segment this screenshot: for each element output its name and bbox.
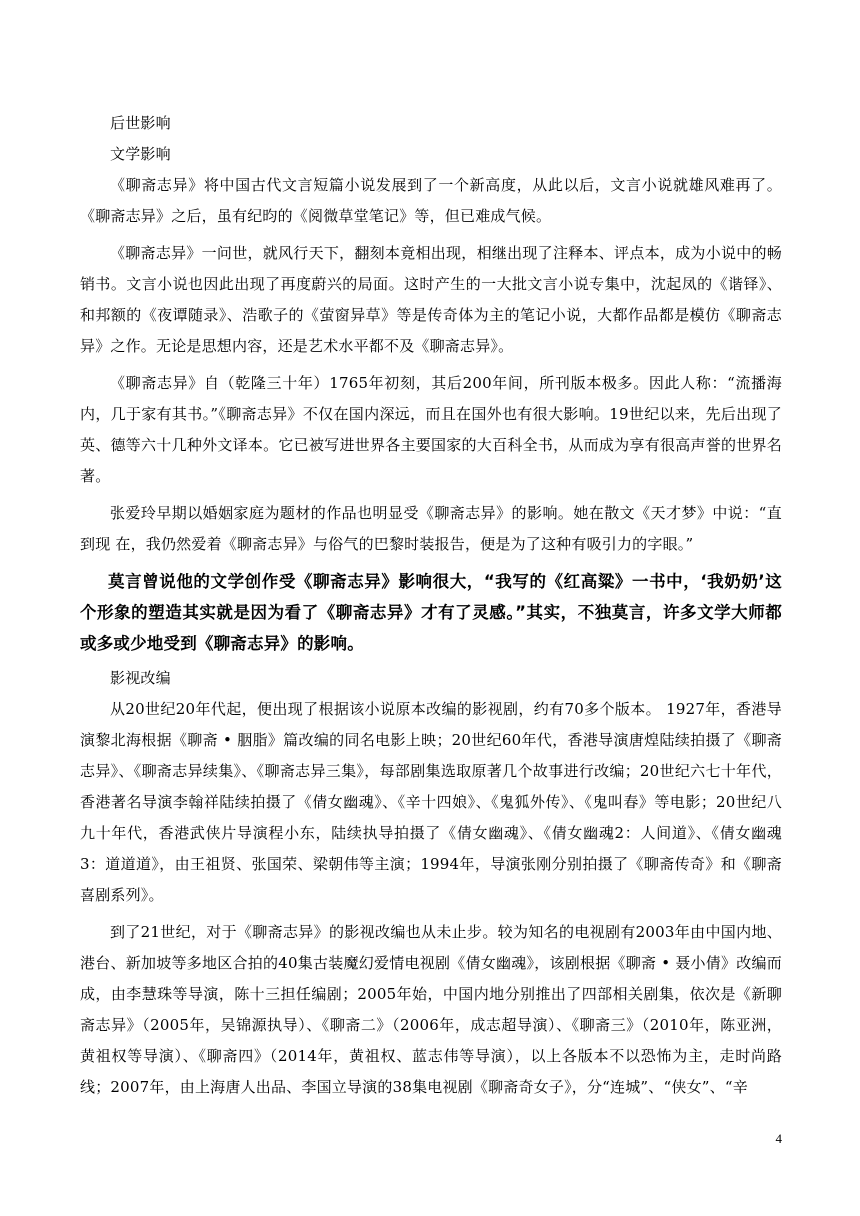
page-number: 4 — [775, 1131, 782, 1146]
paragraph: 从20世纪20年代起，便出现了根据该小说原本改编的影视剧，约有70多个版本。 1927年，香港导演黎北海根据《聊斋 • 胭脂》篇改编的同名电影上映；20世纪60年代，香港导演唐煌陆续拍摄了《聊斋志异》、《聊斋志异续集》、《聊斋志异三集》，每部剧集选取原著几个故事进行改编；20世纪六七十年代，香港著名导演李翰祥陆续拍摄了《倩女幽魂》、《辛十四娘》、《鬼狐外传》、《鬼叫春》等电影；20世纪八九十年代，香港武侠片导演程小东，陆续执导拍摄了《倩女幽魂》、《倩女幽魂2：人间道》、《倩女幽魂3：道道道》，由王祖贤、张国荣、梁朝伟等主演；1994年，导演张刚分别拍摄了《聊斋传奇》和《聊斋喜剧系列》。 — [80, 700, 782, 904]
bold-paragraph: 莫言曾说他的文学创作受《聊斋志异》影响很大，“我写的《红高粱》一书中，‘我奶奶’这个形象的塑造其实就是因为看了《聊斋志异》才有了灵感。”其实，不独莫言，许多文学大师都或多或少地受到《聊斋志异》的影响。 — [80, 572, 782, 653]
paragraph: 到了21世纪，对于《聊斋志异》的影视改编也从未止步。较为知名的电视剧有2003年由中国内地、港台、新加坡等多地区合拍的40集古装魔幻爱情电视剧《倩女幽魂》，该剧根据《聊斋 • 聂小倩》改编而成，由李慧珠等导演，陈十三担任编剧；2005年始，中国内地分别推出了四部相关剧集，依次是《新聊斋志异》（2005年，吴锦源执导）、《聊斋二》（2006年，成志超导演）、《聊斋三》（2010年，陈亚洲，黄祖权等导演）、《聊斋四》（2014年，黄祖权、蓝志伟等导演），以上各版本不以恐怖为主，走时尚路线；2007年，由上海唐人出品、李国立导演的38集电视剧《聊斋奇女子》，分“连城”、“侠女”、“辛 — [80, 923, 782, 1096]
paragraph: 《聊斋志异》自（乾隆三十年）1765年初刻，其后200年间，所刊版本极多。因此人称：“流播海内，几于家有其书。”《聊斋志异》不仅在国内深远，而且在国外也有很大影响。19世纪以来，先后出现了英、德等六十几种外文译本。它已被写进世界各主要国家的大百科全书，从而成为享有很高声誉的世界名著。 — [80, 374, 782, 485]
subsection-heading-film: 影视改编 — [110, 669, 171, 687]
document-body — [80, 108, 782, 1109]
section-heading-legacy: 后世影响 — [110, 114, 171, 132]
paragraph: 张爱玲早期以婚姻家庭为题材的作品也明显受《聊斋志异》的影响。她在散文《天才梦》中说：“直到现 在，我仍然爱着《聊斋志异》与俗气的巴黎时装报告，便是为了这种有吸引力的字眼。” — [80, 504, 782, 553]
paragraph: 《聊斋志异》将中国古代文言短篇小说发展到了一个新高度，从此以后，文言小说就雄风难再了。《聊斋志异》之后，虽有纪昀的《阅微草堂笔记》等，但已难成气候。 — [80, 176, 782, 225]
subsection-heading-literary: 文学影响 — [110, 145, 171, 163]
paragraph: 《聊斋志异》一问世，就风行天下，翻刻本竟相出现，相继出现了注释本、评点本，成为小说中的畅销书。文言小说也因此出现了再度蔚兴的局面。这时产生的一大批文言小说专集中，沈起凤的《谐铎》、和邦额的《夜谭随录》、浩歌子的《萤窗异草》等是传奇体为主的笔记小说，大都作品都是模仿《聊斋志异》之作。无论是思想内容，还是艺术水平都不及《聊斋志异》。 — [80, 244, 782, 355]
